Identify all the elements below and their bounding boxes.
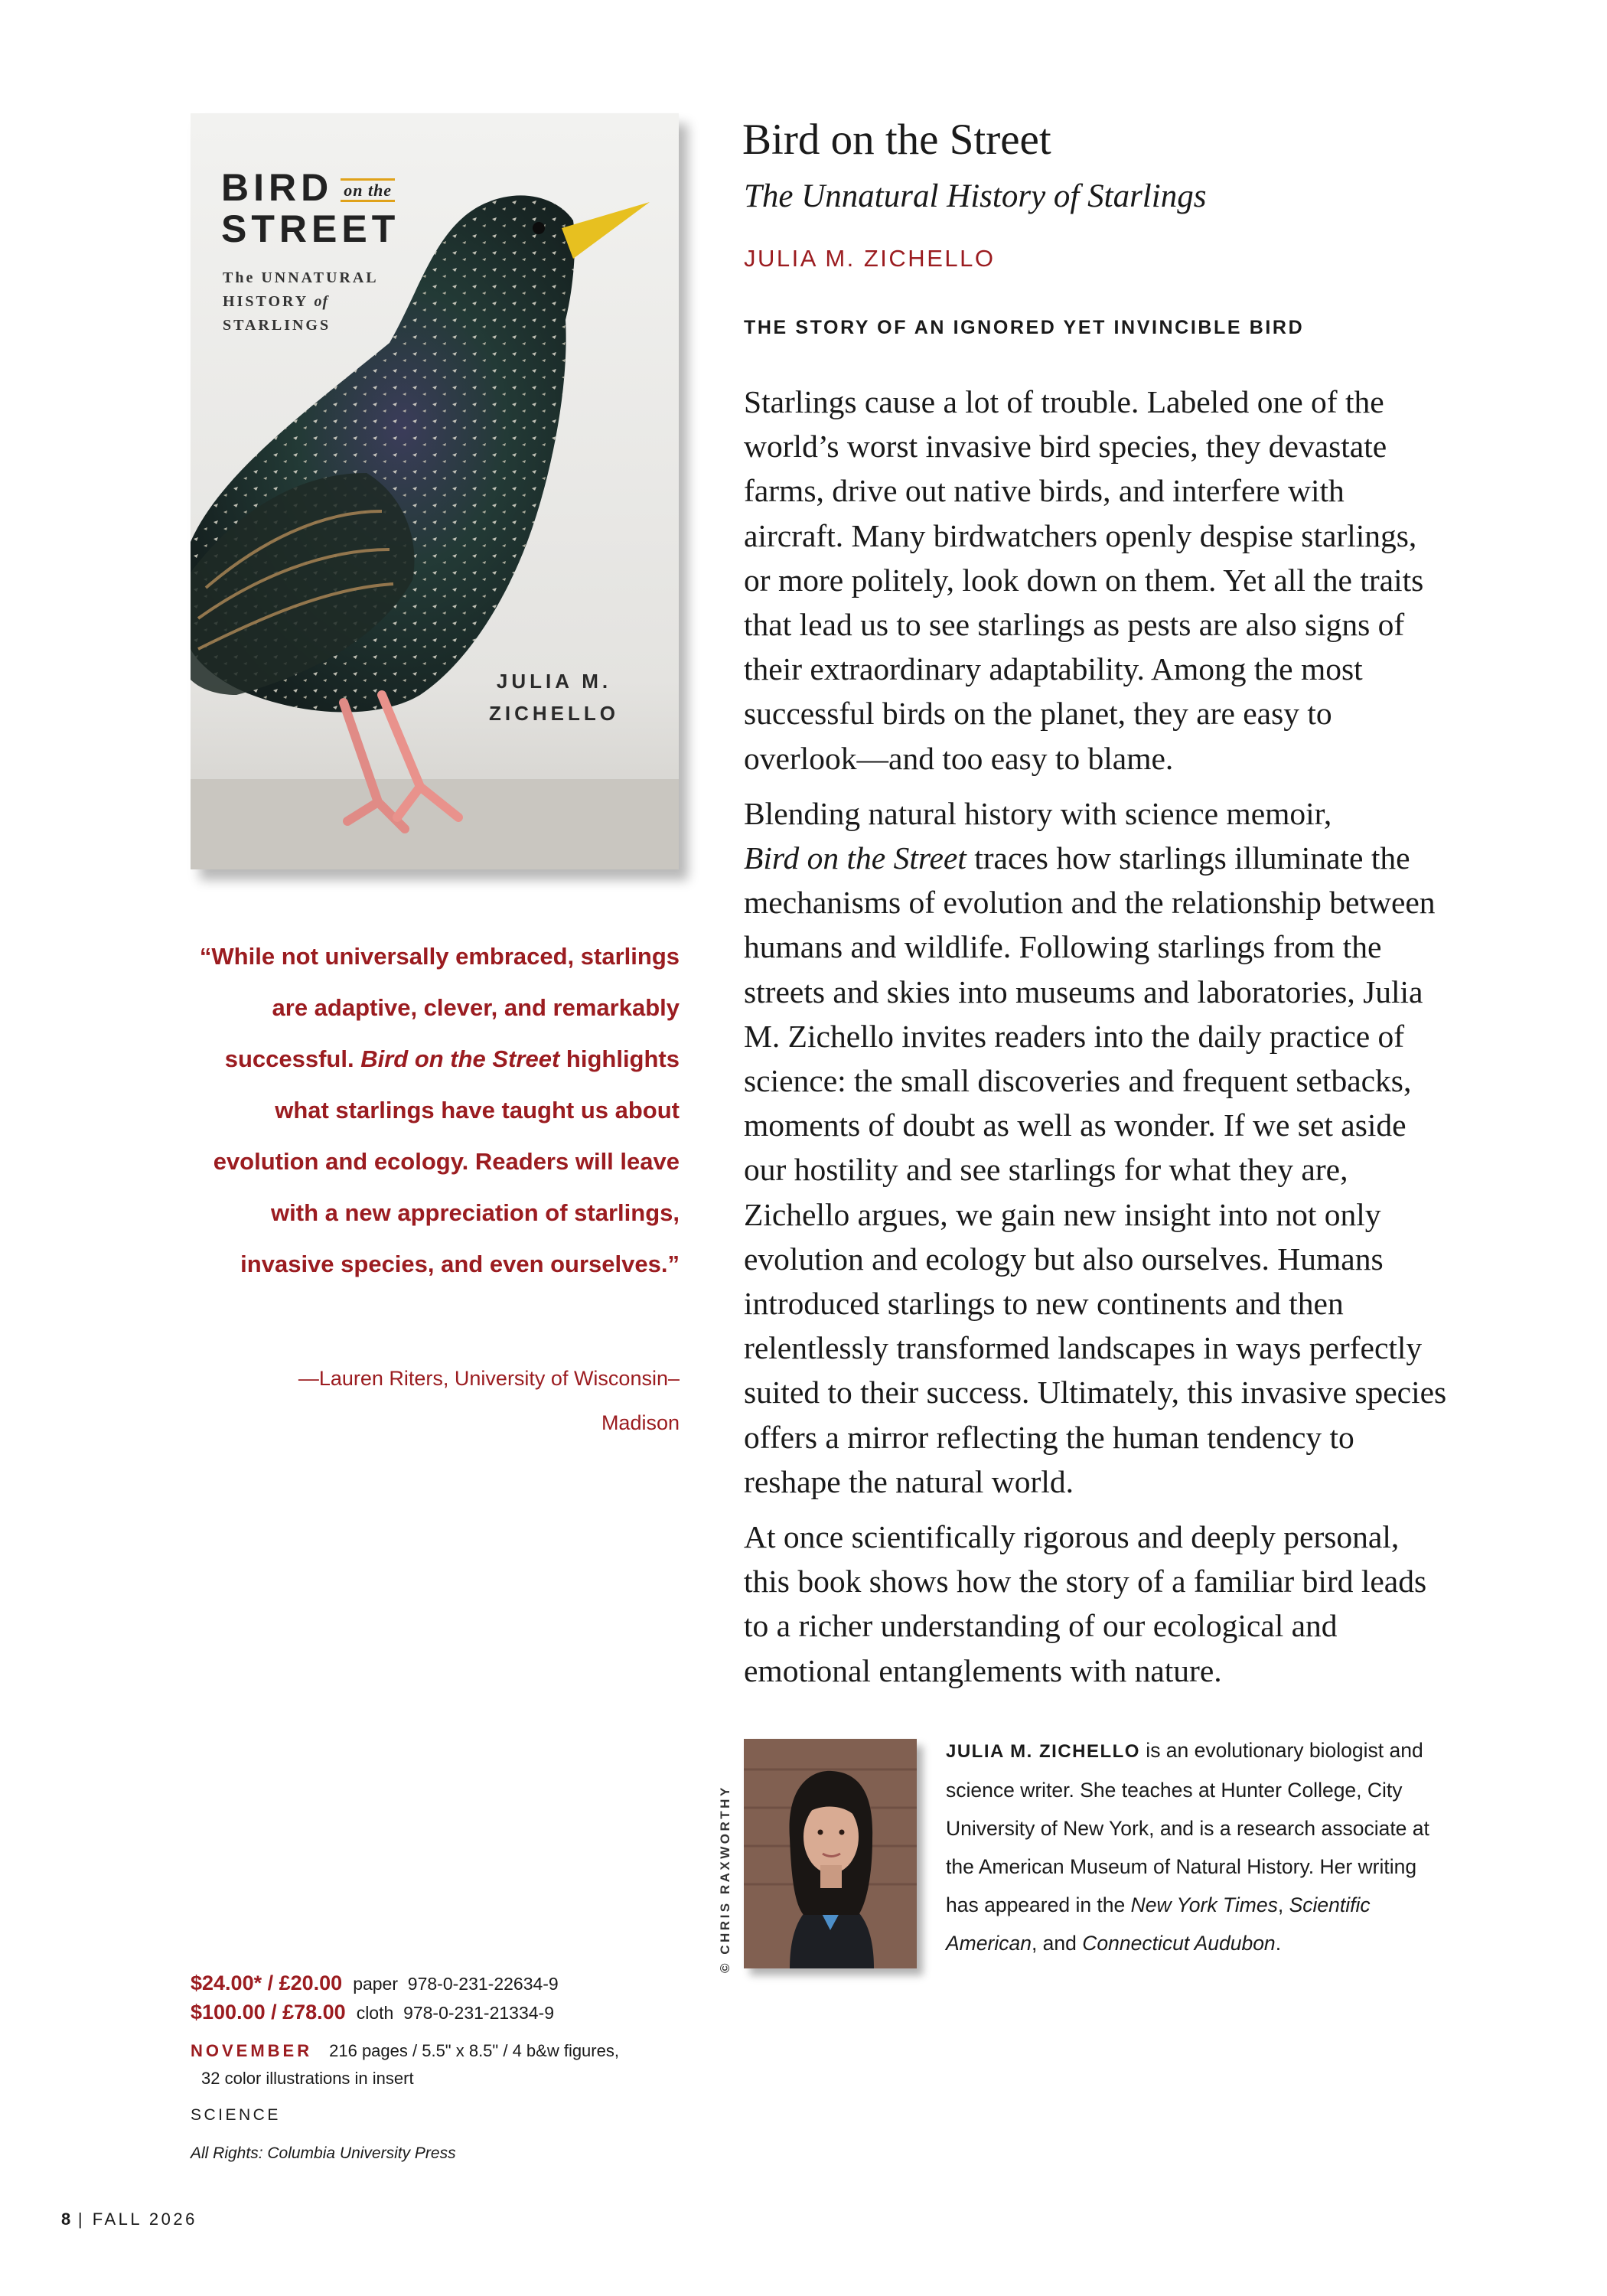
book-tagline: THE STORY OF AN IGNORED YET INVINCIBLE BIRD xyxy=(744,317,1305,338)
author-photo xyxy=(744,1739,917,1968)
cloth-edition: $100.00 / £78.00 cloth 978-0-231-21334-9 xyxy=(191,2001,554,2024)
description-paragraph-3: At once scientifically rigorous and deeply personal, this book shows how the story of a familiar bird leads to a richer understanding of our ecological and emotional entanglements with nature. xyxy=(744,1519,1427,1688)
rights-statement: All Rights: Columbia University Press xyxy=(191,2144,456,2162)
endorsement-quote: “While not universally embraced, starlings are adaptive, clever, and remarkably successful. Bird on the Street highlights what starlings have taught us about evolution and ecology. Readers will leave with a new appreciation of starlings, invasive species, and even ourselves.” xyxy=(199,943,680,1277)
publication-month: NOVEMBER xyxy=(191,2041,313,2060)
author-bio: JULIA M. ZICHELLO is an evolutionary biologist and science writer. She teaches at Hunter College, City University of New York, and is a research associate at the American Museum of Natural History. Her writing has appeared in the New York Times, Scientific American, and Connecticut Audubon. xyxy=(946,1739,1429,1955)
cover-title-on-the: on the xyxy=(341,178,395,202)
book-title: Bird on the Street xyxy=(742,116,1051,164)
book-description xyxy=(744,380,1448,1704)
photo-credit: © CHRIS RAXWORTHY xyxy=(718,1785,732,1973)
description-paragraph-2: Blending natural history with science memoir, Bird on the Street traces how starlings illuminate the mechanisms of evolution and the relationship between humans and wildlife. Following starlings from the streets and skies into museums and laboratories, Julia M. Zichello invites readers into the daily practice of science: the small discoveries and frequent setbacks, moments of doubt as well as wonder. If we set aside our hostility and see starlings for what they are, Zichello argues, we gain new insight into not only evolution and ecology but also ourselves. Humans introduced starlings to new continents and then relentlessly transformed landscapes in ways perfectly suited to their success. Ultimately, this invasive species offers a mirror reflecting the human tendency to reshape the natural world. xyxy=(744,795,1447,1499)
page-number: 8 xyxy=(61,2210,71,2229)
publication-details: NOVEMBER 216 pages / 5.5" x 8.5" / 4 b&w figures, 32 color illustrations in insert xyxy=(191,2041,619,2088)
pricing-block xyxy=(191,1969,559,2027)
book-author: JULIA M. ZICHELLO xyxy=(744,245,996,272)
page-footer: 8 | FALL 2026 xyxy=(61,2210,197,2229)
bio-author-name: JULIA M. ZICHELLO xyxy=(946,1741,1140,1762)
description-paragraph-1: Starlings cause a lot of trouble. Labeled one of the world’s worst invasive bird species, they devastate farms, drive out native birds, and interfere with aircraft. Many birdwatchers openly despise starlings, or more politely, look down on them. Yet all the traits that lead us to see starlings as pests are also signs of their extraordinary adaptability. Among the most successful birds on the planet, they are easy to overlook—and too easy to blame. xyxy=(744,384,1424,776)
book-subtitle: The Unnatural History of Starlings xyxy=(744,178,1207,214)
cover-subtitle: The UNNATURAL HISTORY of STARLINGS xyxy=(223,269,379,334)
paper-edition: $24.00* / £20.00 paper 978-0-231-22634-9 xyxy=(191,1971,559,1994)
book-cover xyxy=(191,113,679,869)
cover-title: BIRD on the STREET xyxy=(221,166,400,250)
quote-book-title: Bird on the Street xyxy=(360,1045,560,1072)
cover-author: JULIA M. ZICHELLO xyxy=(489,670,619,725)
endorsement-attribution: —Lauren Riters, University of Wisconsin–Madison xyxy=(298,1367,680,1434)
subject-category: SCIENCE xyxy=(191,2106,281,2124)
